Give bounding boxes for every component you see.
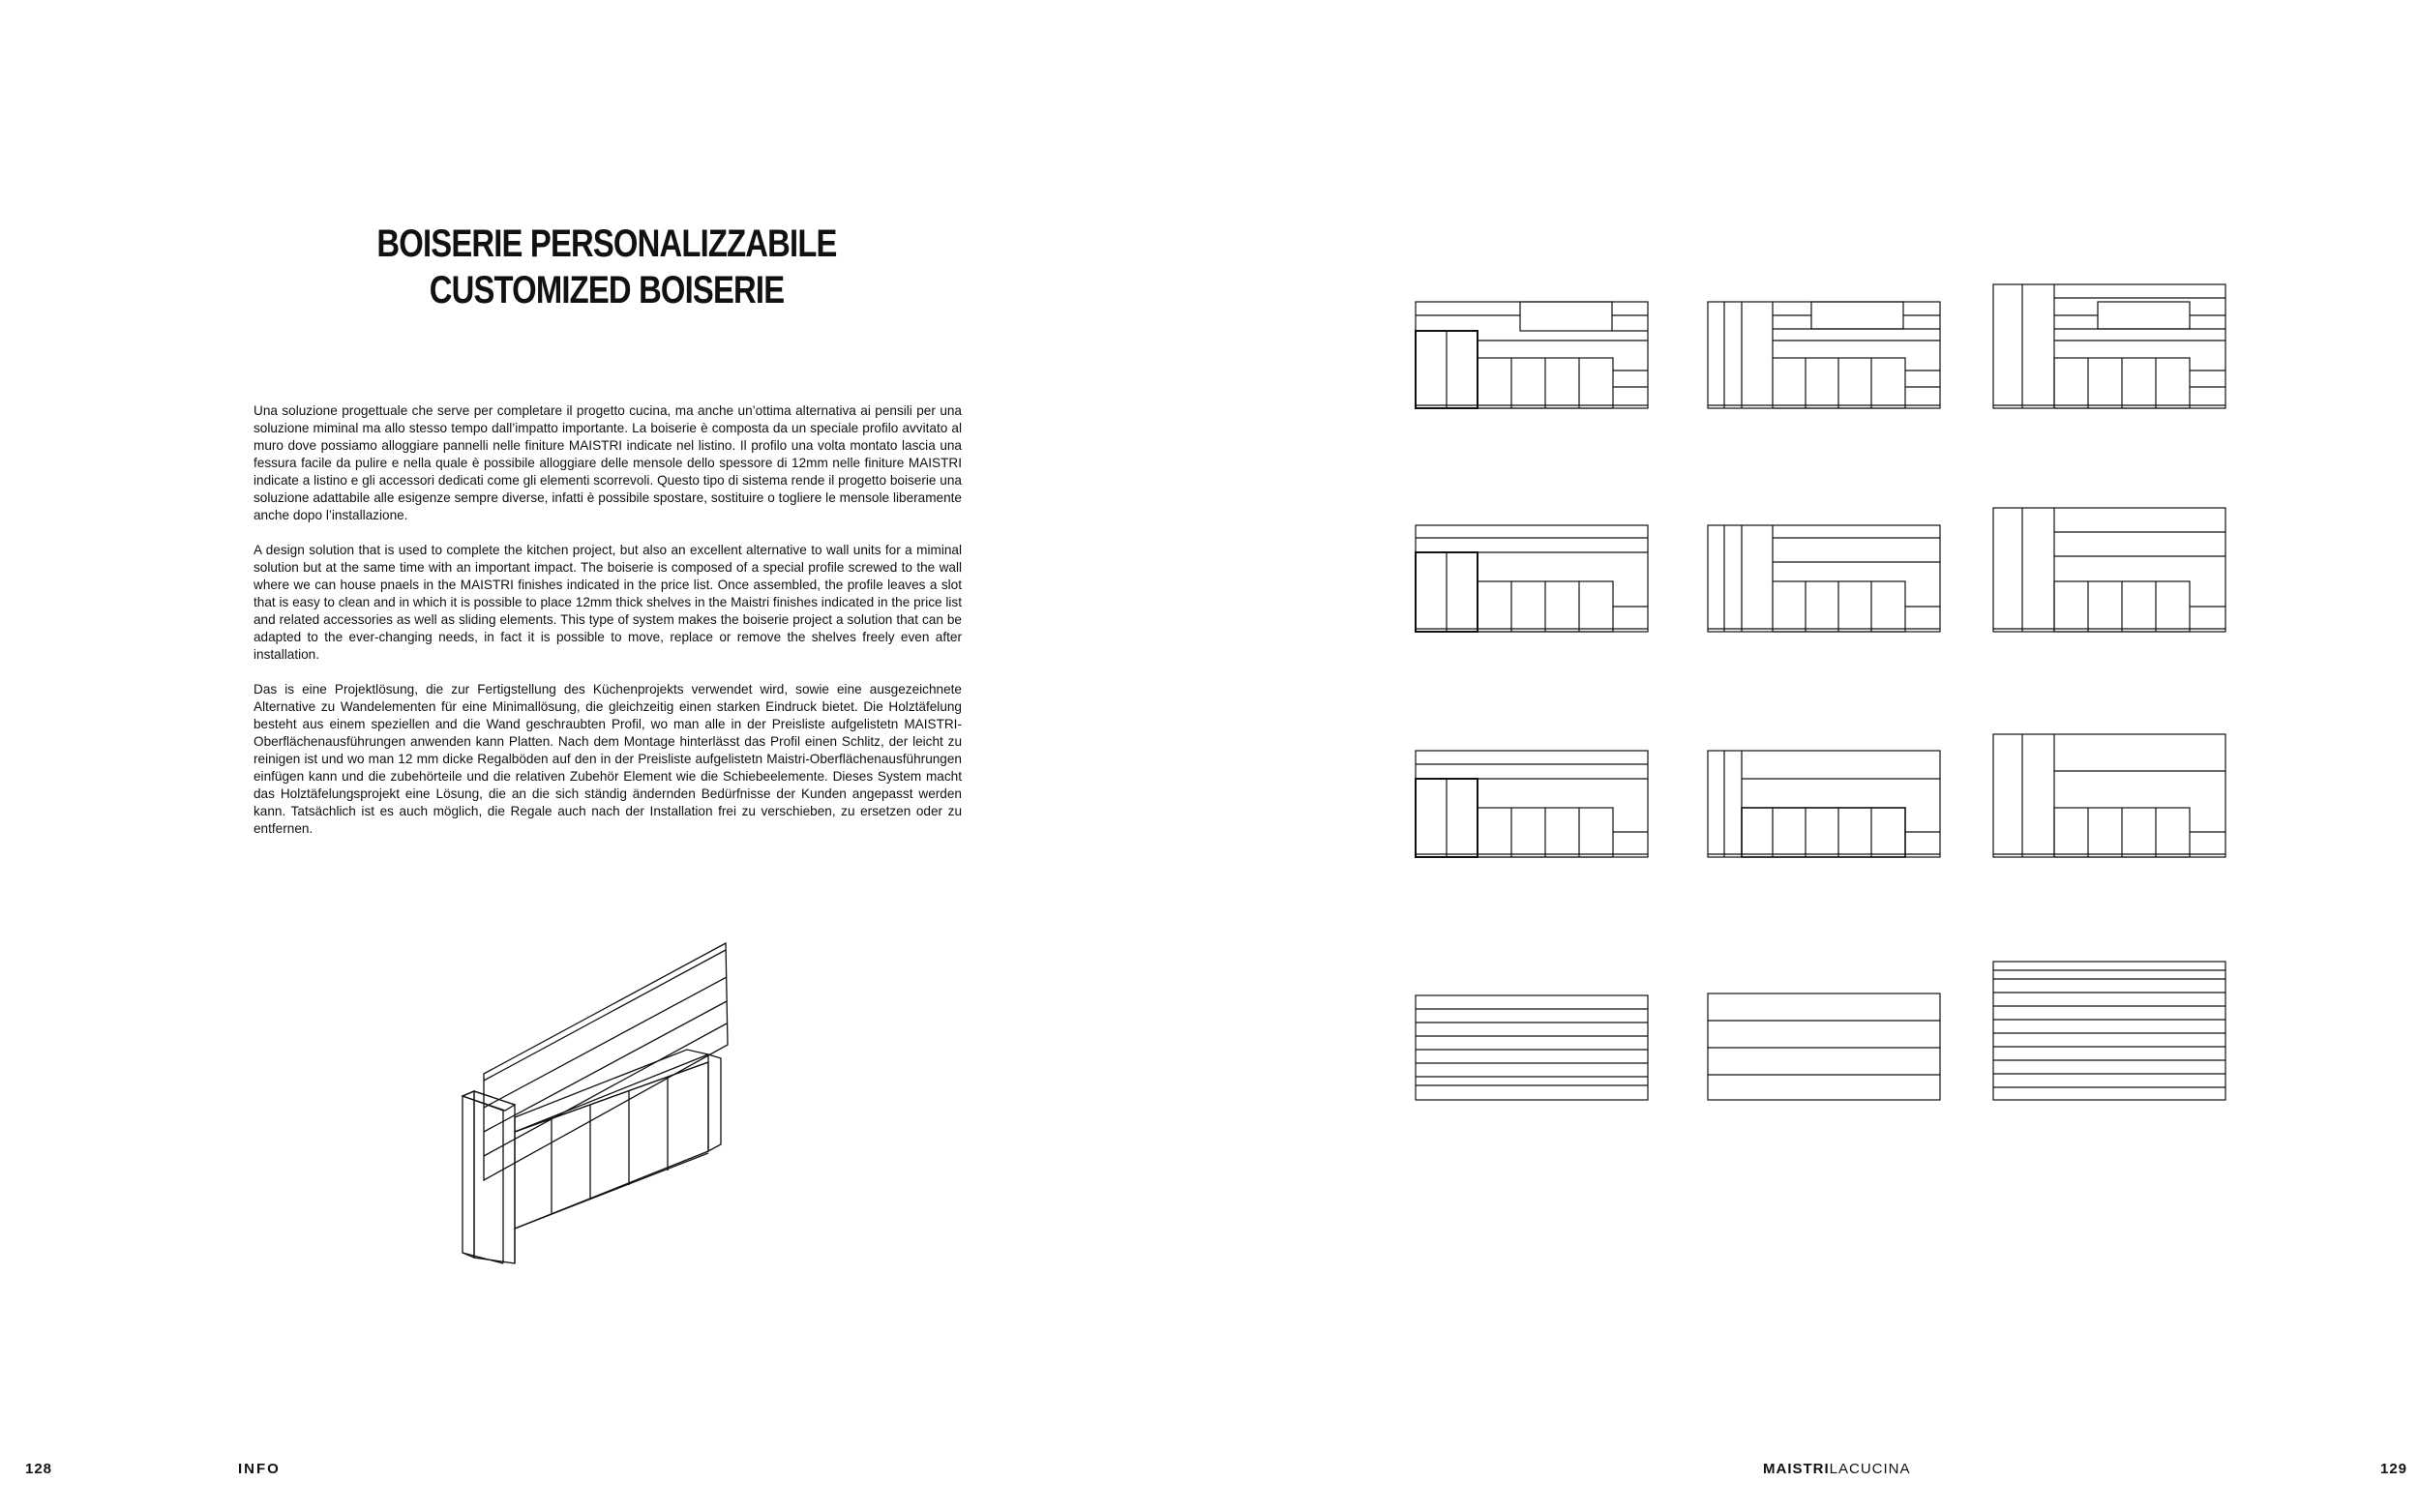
paragraph-english: A design solution that is used to complete the kitchen project, but also an excellent alternative to wall units for a miminal solution but at the same time with an important impact. The boiserie is composed of a special profile screwed to the wall where we can house pnaels in the MAISTRI finishes indicated in the price list. Once assembled, the profile leaves a slot that is easy to clean and in which it is possible to place 12mm thick shelves in the Maistri finishes indicated in the price list and related accessories as well as sliding elements. This type of system makes the boiserie project a solution that can be adapted to the ever-changing needs, in fact it is possible to move, replace or remove the shelves freely even after installation. [254, 543, 962, 662]
title-english: CUSTOMIZED BOISERIE [429, 269, 785, 311]
paragraph-german: Das is eine Projektlösung, die zur Fertigstellung des Küchenprojekts verwendet wird, sowie eine ausgezeichnete Alternative zu Wandelementen für eine Minimallösung, die gleichzeitig einen starken Eindruck bietet. Die Holztäfelung besteht aus einem speziellen and die Wand geschraubten Profil, wo man alle in der Preisliste aufgelistetn MAISTRI-Oberflächenausführungen anwenden kann Platten. Nach dem Montage hinterlässt das Profil einen Schlitz, der leicht zu reinigen ist und wo man 12 mm dicke Regalböden auf den in der Preisliste aufgelistetn Maistri-Oberflächenausführungen einfügen kann und die zubehörteile und die relativen Zubehör Element wie die Schiebeelemente. Dieses System macht das Holztäfelungsprojekt eine Lösung, die an die sich ständig ändernden Bedürfnisse der Kunden angepasst werden kann. Tatsächlich ist es auch möglich, die Regale auch nach der Installation frei zu verschieben, zu ersetzen oder zu entfernen. [254, 682, 962, 836]
page-number-right: 129 [2380, 1461, 2408, 1477]
brand-light: LACUCINA [1829, 1461, 1911, 1477]
page-number-left: 128 [25, 1461, 53, 1477]
section-label: INFO [238, 1461, 281, 1477]
elevation-r4-c2 [1708, 993, 1940, 1100]
elevation-r2-c3 [1993, 508, 2225, 632]
elevation-r1-c1 [1416, 302, 1648, 408]
elevation-r3-c2 [1708, 751, 1940, 857]
title-italian: BOISERIE PERSONALIZZABILE [376, 222, 837, 265]
elevation-r2-c2 [1708, 525, 1940, 632]
tall-column-side [463, 1091, 474, 1258]
elevation-r4-c3 [1993, 962, 2225, 1100]
isometric-boiserie-drawing [455, 938, 745, 1267]
page-title [254, 221, 960, 313]
elevation-r2-c1 [1416, 525, 1648, 632]
elevation-r3-c3 [1993, 734, 2225, 857]
countertop-shape [515, 1050, 708, 1132]
brand-bold: MAISTRI [1763, 1461, 1830, 1477]
elevation-r1-c2 [1708, 302, 1940, 408]
elevation-r1-c3 [1993, 284, 2225, 408]
elevation-r4-c1 [1416, 995, 1648, 1100]
base-units-shape [515, 1062, 708, 1229]
paragraph-italian: Una soluzione progettuale che serve per completare il progetto cucina, ma anche un’ottima alternativa ai pensili per una soluzione miminal ma allo stesso tempo dall’impatto importante. La boiserie è composta da un speciale profilo avvitato al muro dove possiamo alloggiare pannelli nelle finiture MAISTRI indicate nel listino. Il profilo una volta montato lascia una fessura facile da pulire e nella quale è possibile alloggiare delle mensole dello spessore di 12mm nelle finiture MAISTRI indicate a listino e gli accessori dedicati come gli elementi scorrevoli. Questo tipo di sistema rende il progetto boiserie una soluzione adattabile alle esigenze sempre diverse, infatti è possibile spostare, sostituire o togliere le mensole liberamente anche dopo l’installazione. [254, 403, 962, 522]
brand-logo [1763, 1461, 1911, 1477]
elevation-r3-c1 [1416, 751, 1648, 857]
description-text [254, 402, 962, 855]
